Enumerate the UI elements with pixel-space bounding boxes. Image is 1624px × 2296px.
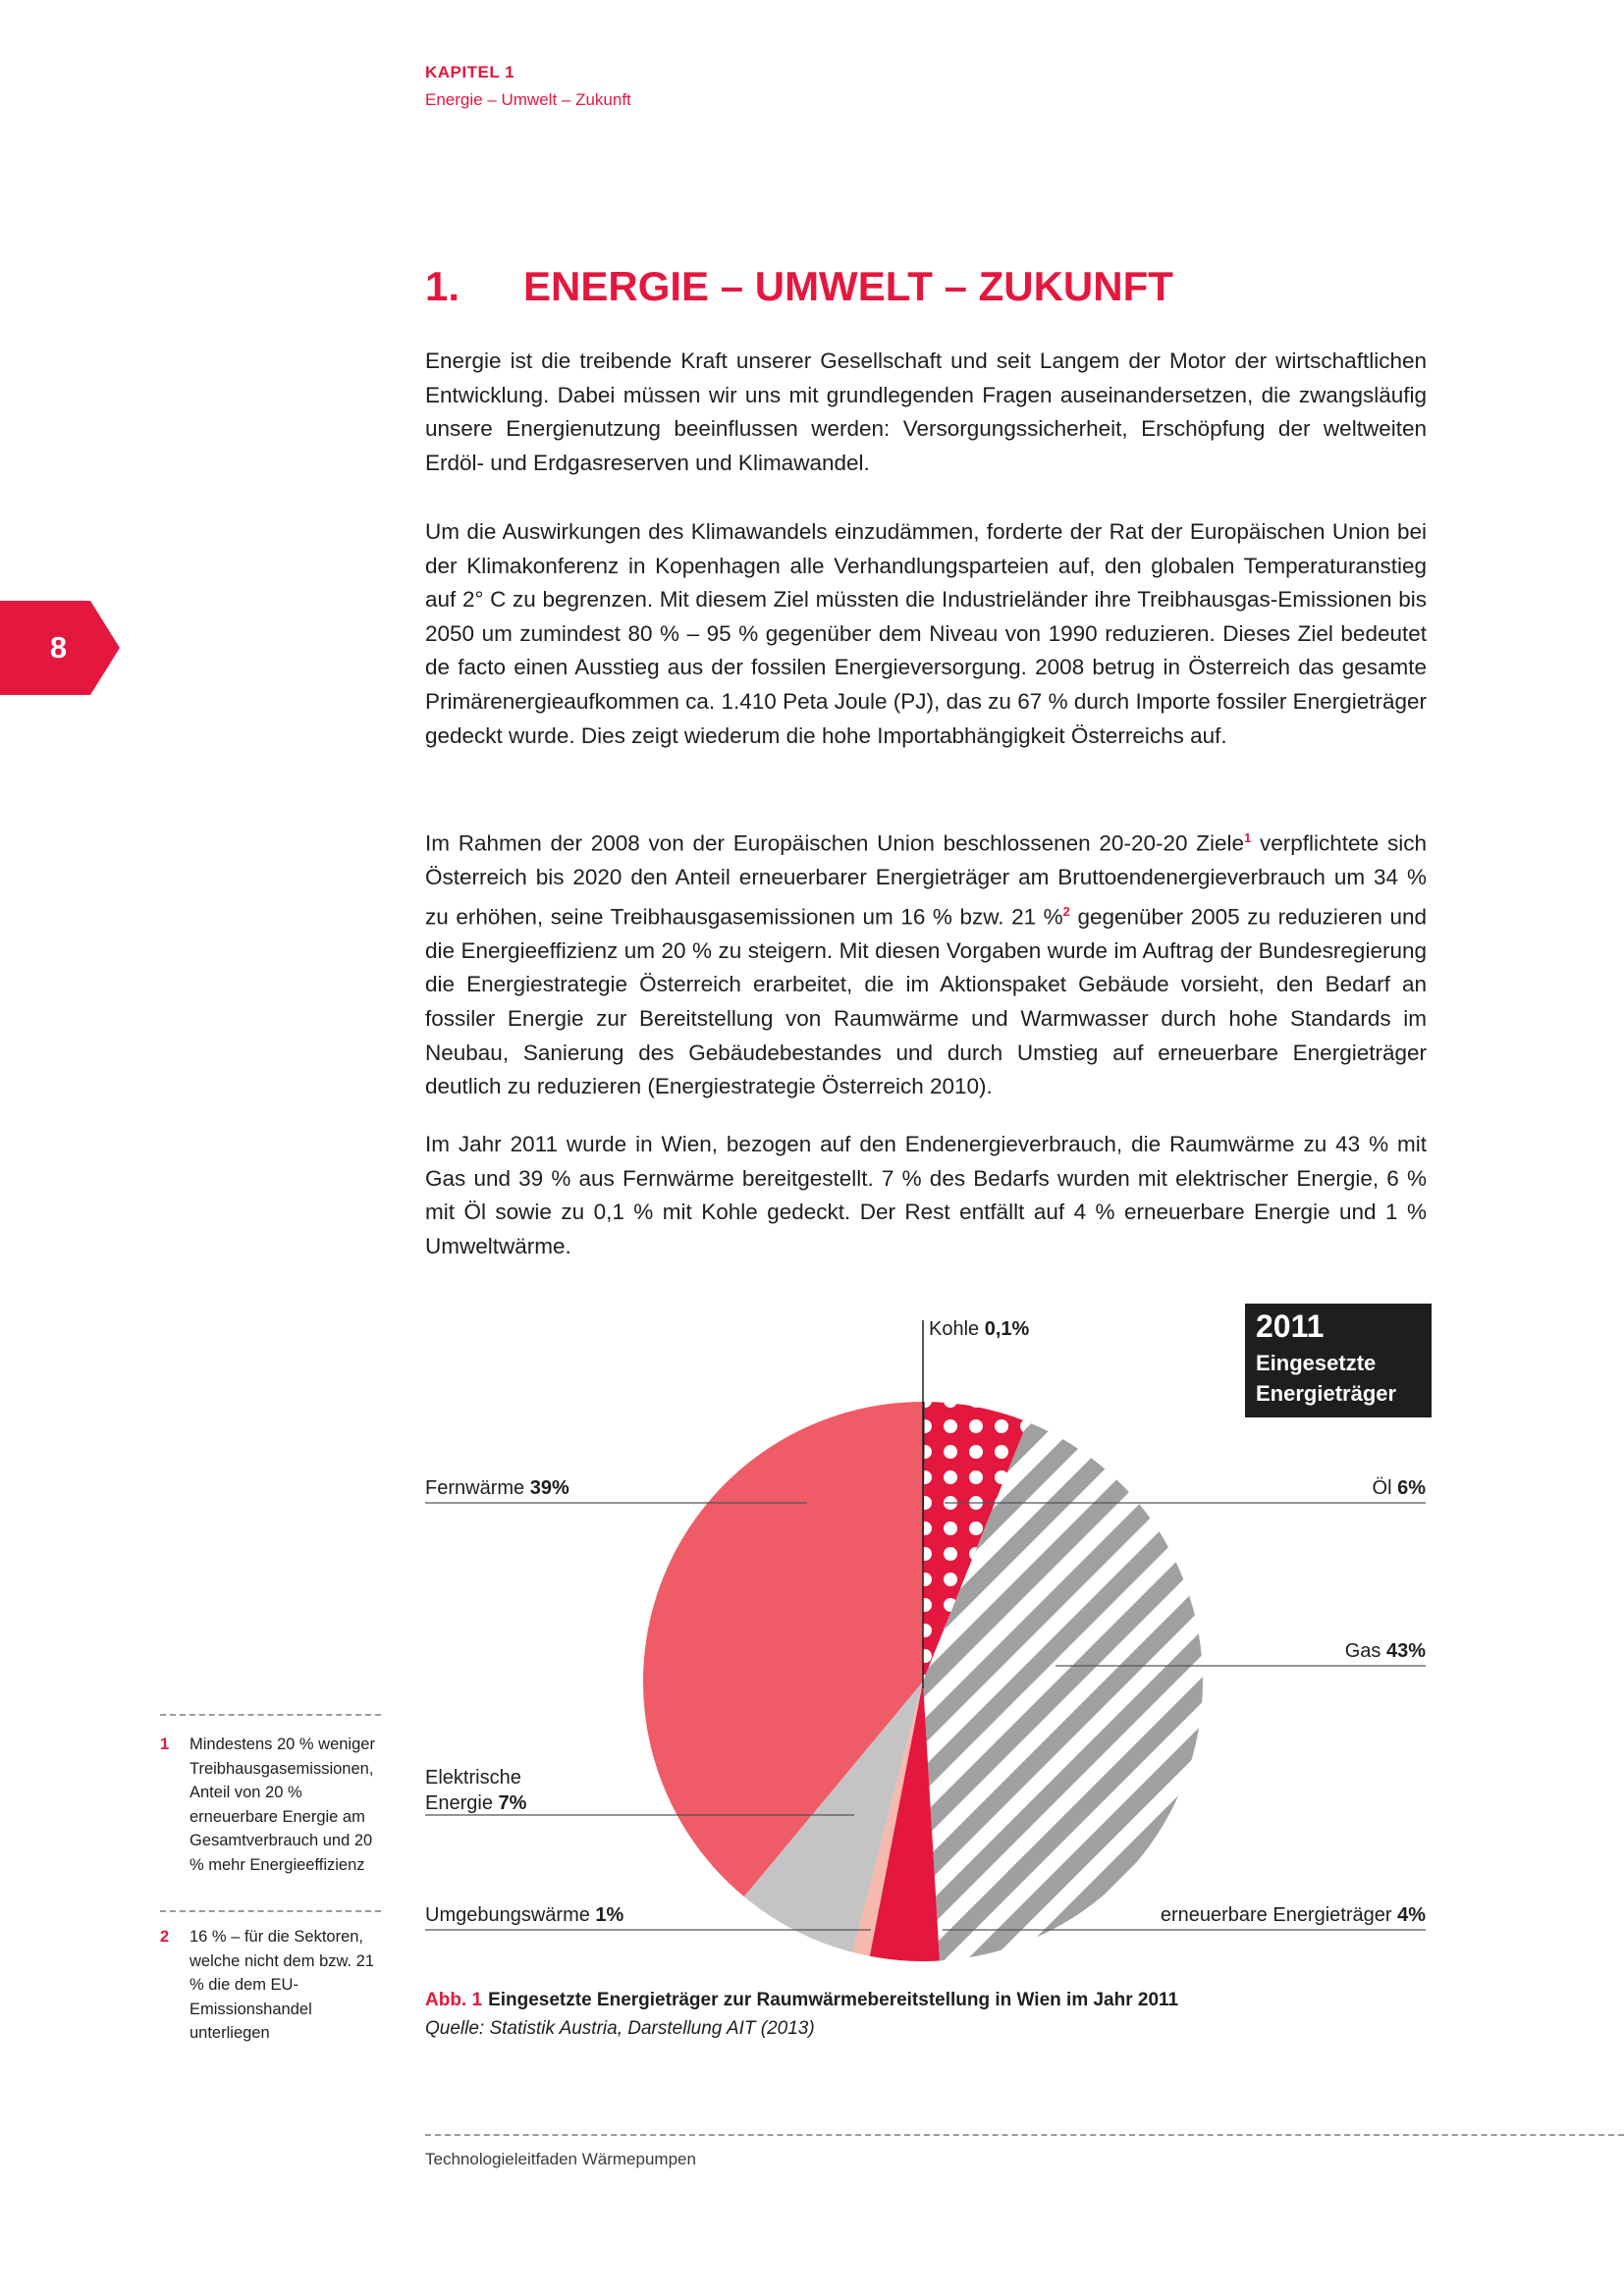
footer-text: Technologieleitfaden Wärmepumpen xyxy=(425,2150,696,2168)
chart-title-line2: Energieträger xyxy=(1256,1381,1397,1406)
label-elektrisch-line1: Elektrische xyxy=(425,1767,521,1789)
footnote-2-number: 2 xyxy=(160,1928,170,1946)
paragraph-3-part-c: gegenüber 2005 zu reduzieren und die Energieeffizienz um 20 % zu steigern. Mit diesen Vorgaben wurde im Auftrag der Bundesregierung die Energiestrategie Österreich erarbeitet, die im Aktionspaket Gebäude vorsieht, den Bedarf an fossiler Energie zur Bereitstellung von Raumwärme und Warmwasser durch hohe Standards im Neubau, Sanierung des Gebäudebestandes und durch Umstieg auf erneuerbare Energieträger deutlich zu reduzieren (Energiestrategie Österreich 2010). xyxy=(425,904,1427,1099)
label-oel-name: Öl xyxy=(1372,1477,1392,1499)
label-kohle-name: Kohle xyxy=(929,1318,980,1340)
label-erneuerbar-name: erneuerbare Energieträger xyxy=(1160,1904,1392,1926)
figure-caption xyxy=(425,1990,1178,2011)
chart-year: 2011 xyxy=(1256,1308,1325,1344)
footnote-1-text: Mindestens 20 % weniger Treibhausgasemissionen, Anteil von 20 % erneuerbare Energie am Gesamtverbrauch und 20 % mehr Energieeffizienz xyxy=(189,1735,375,1874)
label-fernwaerme-value: 39% xyxy=(529,1477,569,1499)
label-umgebung-name: Umgebungswärme xyxy=(425,1904,590,1926)
label-umgebung-value: 1% xyxy=(595,1904,624,1926)
paragraph-1: Energie ist die treibende Kraft unserer Gesellschaft und seit Langem der Motor der wirtschaftlichen Entwicklung. Dabei müssen wir uns mit grundlegenden Fragen auseinandersetzen, die zwangsläufig unsere Energienutzung beeinflussen werden: Versorgungssicherheit, Erschöpfung der weltweiten Erdöl- und Erdgasreserven und Klimawandel. xyxy=(425,348,1427,475)
chapter-subtitle: Energie – Umwelt – Zukunft xyxy=(425,90,631,109)
label-fernwaerme-name: Fernwärme xyxy=(425,1477,525,1499)
footnote-ref-1[interactable]: 1 xyxy=(1243,830,1252,845)
page-number: 8 xyxy=(49,630,68,665)
paragraph-2: Um die Auswirkungen des Klimawandels einzudämmen, forderte der Rat der Europäischen Union bei der Klimakonferenz in Kopenhagen alle Verhandlungsparteien auf, den globalen Temperaturanstieg auf 2° C zu begrenzen. Mit diesem Ziel müssten die Industrieländer ihre Treibhausgas-Emissionen bis 2050 um zumindest 80 % – 95 % gegenüber dem Niveau von 1990 reduzieren. Dieses Ziel bedeutet de facto einen Ausstieg aus der fossilen Energieversorgung. 2008 betrug in Österreich das gesamte Primärenergieaufkommen ca. 1.410 Peta Joule (PJ), das zu 67 % durch Importe fossiler Energieträger gedeckt wurde. Dies zeigt wiederum die hohe Importabhängigkeit Österreichs auf. xyxy=(425,519,1427,748)
footer-divider xyxy=(425,2134,1624,2136)
footnote-1-number: 1 xyxy=(160,1735,170,1753)
figure-source: Quelle: Statistik Austria, Darstellung AIT (2013) xyxy=(425,2018,815,2039)
chart-title-line1: Eingesetzte xyxy=(1256,1351,1377,1375)
paragraph-3-part-b: verpflichtete sich Österreich bis 2020 den Anteil erneuerbarer Energieträger am Bruttoendenergieverbrauch um 34 % zu erhöhen, seine Treibhausgasemissionen um 16 % bzw. 21 % xyxy=(425,830,1427,930)
label-gas-name: Gas xyxy=(1344,1640,1381,1662)
title-text: ENERGIE – UMWELT – ZUKUNFT xyxy=(523,263,1173,309)
label-oel-value: 6% xyxy=(1397,1477,1426,1499)
title-number: 1. xyxy=(425,263,460,309)
figure-caption-text: Eingesetzte Energieträger zur Raumwärmebereitstellung in Wien im Jahr 2011 xyxy=(488,1990,1179,2010)
paragraph-3-part-a: Im Rahmen der 2008 von der Europäischen Union beschlossenen 20-20-20 Ziele xyxy=(425,830,1244,856)
footnote-2-text: 16 % – für die Sektoren, welche nicht dem bzw. 21 % die dem EU-Emissionshandel unterliegen xyxy=(189,1928,375,2042)
footnote-ref-2[interactable]: 2 xyxy=(1062,903,1070,919)
label-elektrisch-line2: Energie xyxy=(425,1792,493,1814)
figure-number: Abb. 1 xyxy=(425,1990,483,2010)
paragraph-4: Im Jahr 2011 wurde in Wien, bezogen auf den Endenergieverbrauch, die Raumwärme zu 43 % mit Gas und 39 % aus Fernwärme bereitgestellt. 7 % des Bedarfs wurden mit elektrischer Energie, 6 % mit Öl sowie zu 0,1 % mit Kohle gedeckt. Der Rest entfällt auf 4 % erneuerbare Energie und 1 % Umweltwärme. xyxy=(425,1132,1427,1258)
label-erneuerbar-value: 4% xyxy=(1397,1904,1426,1926)
label-kohle-value: 0,1% xyxy=(984,1318,1030,1340)
chapter-label: KAPITEL 1 xyxy=(425,63,515,81)
label-gas-value: 43% xyxy=(1385,1640,1426,1662)
label-elektrisch-value: 7% xyxy=(498,1792,527,1814)
